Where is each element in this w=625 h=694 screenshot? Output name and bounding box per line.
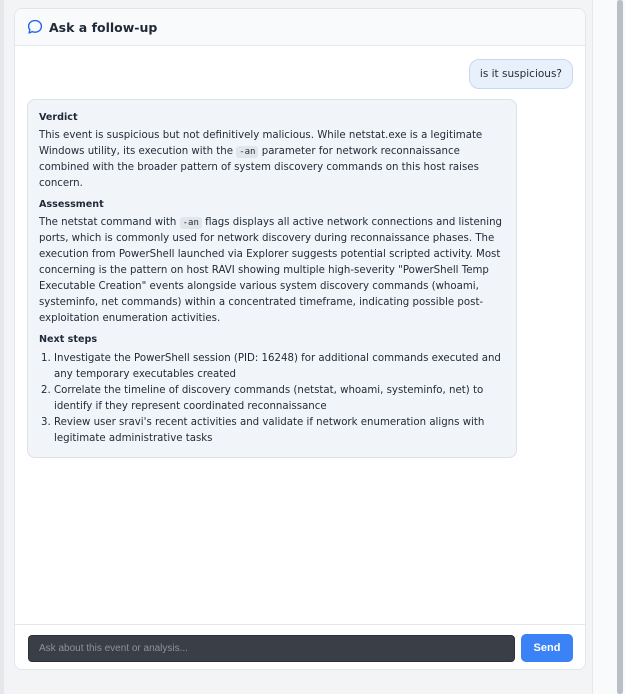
list-item: 2. Correlate the timeline of discovery commands (netstat, whoami, systeminfo, net) to identify if they represent coordinated reconnaissance (54, 383, 506, 415)
assessment-heading: Assessment (39, 199, 104, 210)
scrollbar-thumb[interactable] (617, 0, 623, 694)
left-pane-edge (0, 0, 4, 694)
list-item: 3. Review user sravi's recent activities and validate if network enumeration aligns with legitimate administrative tasks (54, 415, 506, 447)
assistant-message (27, 99, 517, 458)
verdict-heading: Verdict (39, 112, 78, 123)
panel-title: Ask a follow-up (49, 19, 158, 35)
send-button[interactable]: Send (521, 634, 573, 662)
next-steps-heading: Next steps (39, 334, 98, 345)
assessment-text: The netstat command with -an flags displays all active network connections and listening ports, which is commonly used for network discovery during reconnaissance phases. The execution from PowerShell launched via Explorer suggests potential scripted activity. Most concerning is the pattern on host RAVI showing multiple high-severity "PowerShell Temp Executable Creation" events alongside various system discovery commands (whoami, systeminfo, net commands) within a concentrated timeframe, indicating possible post-exploitation enumeration activities. (39, 217, 502, 324)
message-list (15, 46, 585, 624)
next-steps-list (39, 351, 506, 447)
verdict-text: This event is suspicious but not definitively malicious. While netstat.exe is a legitimate Windows utility, its execution with the -an parameter for network reconnaissance combined with the broader pattern of system discovery commands on this host raises concern. (39, 130, 483, 189)
composer (15, 624, 585, 670)
scrollbar[interactable] (617, 0, 623, 694)
inline-code: -an (236, 146, 258, 158)
list-item: 1. Investigate the PowerShell session (PID: 16248) for additional commands executed and any temporary executables created (54, 351, 506, 383)
inline-code: -an (180, 217, 202, 229)
chat-bubble-icon (27, 19, 43, 35)
followup-panel (14, 8, 586, 670)
chat-input[interactable] (28, 635, 515, 662)
user-message: is it suspicious? (469, 59, 573, 89)
panel-header (15, 9, 585, 46)
